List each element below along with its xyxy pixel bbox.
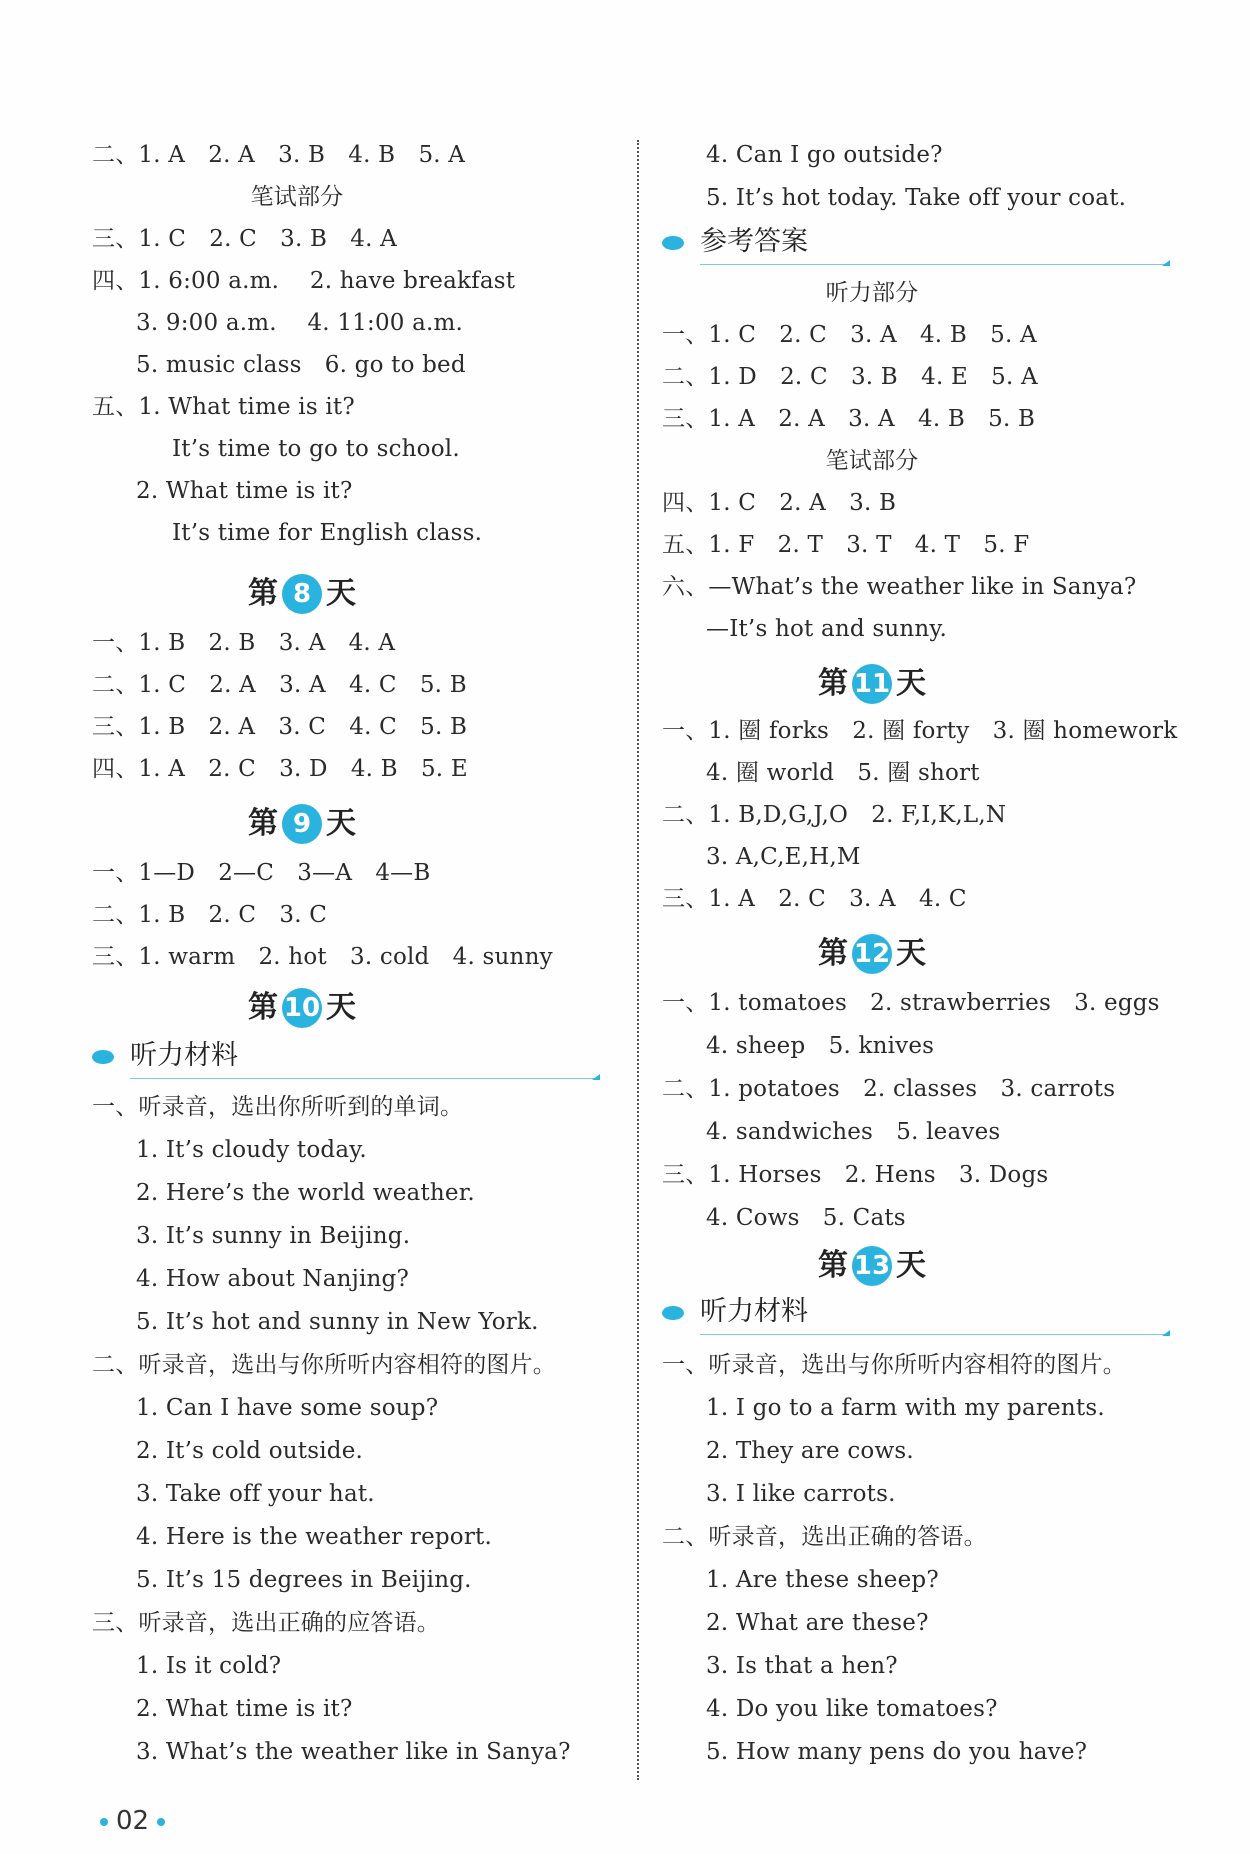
answer-line: 二、1. D 2. C 3. B 4. E 5. A [662, 364, 1038, 390]
day-number-badge: 8 [282, 574, 322, 614]
script-line: 3. Take off your hat. [136, 1481, 375, 1507]
page-number: 02 [92, 1806, 173, 1836]
answer-line: 二、1. B 2. C 3. C [92, 902, 328, 928]
script-line: 5. How many pens do you have? [706, 1739, 1088, 1765]
dot-icon [100, 1818, 108, 1826]
answer-line: 二、1. C 2. A 3. A 4. C 5. B [92, 672, 467, 698]
section-title: 听力材料 [700, 1296, 808, 1327]
day-10-heading: 第 10 天 [92, 988, 512, 1028]
section-subtitle: 听力部分 [825, 280, 919, 306]
section-subtitle: 笔试部分 [825, 448, 919, 474]
answer-line: 三、1. C 2. C 3. B 4. A [92, 226, 397, 252]
answer-line: 五、1. F 2. T 3. T 4. T 5. F [662, 532, 1030, 558]
answer-line: —It’s hot and sunny. [706, 616, 948, 642]
answer-line: 一、1. B 2. B 3. A 4. A [92, 630, 396, 656]
question-line: 一、听录音，选出与你所听内容相符的图片。 [662, 1352, 1126, 1378]
answer-line: 4. Cows 5. Cats [706, 1205, 906, 1231]
question-line: 二、听录音，选出与你所听内容相符的图片。 [92, 1352, 556, 1378]
rule-tip-icon [592, 1074, 600, 1080]
answer-line: 一、1. 圈 forks 2. 圈 forty 3. 圈 homework [662, 718, 1178, 744]
answer-line: 一、1—D 2—C 3—A 4—B [92, 860, 431, 886]
section-title: 听力材料 [130, 1040, 238, 1071]
bullet-dot-icon [662, 1306, 684, 1320]
listening-material-section [662, 1294, 1168, 1334]
script-line: 4. Do you like tomatoes? [706, 1696, 998, 1722]
script-line: 5. It’s hot and sunny in New York. [136, 1309, 539, 1335]
script-line: 4. Can I go outside? [706, 142, 943, 168]
script-line: 2. Here’s the world weather. [136, 1180, 475, 1206]
answer-line: 一、1. C 2. C 3. A 4. B 5. A [662, 322, 1037, 348]
question-line: 三、听录音，选出正确的应答语。 [92, 1610, 440, 1636]
answer-line: 3. 9:00 a.m. 4. 11:00 a.m. [136, 310, 464, 336]
script-line: 2. It’s cold outside. [136, 1438, 364, 1464]
script-line: 3. It’s sunny in Beijing. [136, 1223, 411, 1249]
answer-line: 二、1. B,D,G,J,O 2. F,I,K,L,N [662, 802, 1007, 828]
answer-line: 三、1. B 2. A 3. C 4. C 5. B [92, 714, 468, 740]
answer-line: 三、1. warm 2. hot 3. cold 4. sunny [92, 944, 553, 970]
script-line: 2. What time is it? [136, 1696, 353, 1722]
answer-line: 四、1. 6:00 a.m. 2. have breakfast [92, 268, 516, 294]
answer-line: 三、1. A 2. C 3. A 4. C [662, 886, 967, 912]
day-number-badge: 11 [852, 664, 892, 704]
answer-line: 六、—What’s the weather like in Sanya? [662, 574, 1137, 600]
answer-line: 4. 圈 world 5. 圈 short [706, 760, 980, 786]
rule-tip-icon [1162, 260, 1170, 266]
answers-section [662, 224, 1168, 264]
script-line: 1. Is it cold? [136, 1653, 282, 1679]
day-number-badge: 10 [282, 988, 322, 1028]
answer-line: 二、1. potatoes 2. classes 3. carrots [662, 1076, 1116, 1102]
script-line: 3. Is that a hen? [706, 1653, 898, 1679]
day-9-heading: 第 9 天 [92, 804, 512, 844]
answer-line: 4. sandwiches 5. leaves [706, 1119, 1001, 1145]
day-13-heading: 第 13 天 [662, 1246, 1082, 1286]
script-line: 5. It’s 15 degrees in Beijing. [136, 1567, 472, 1593]
dot-icon [157, 1818, 165, 1826]
day-number-badge: 9 [282, 804, 322, 844]
answer-line: 五、1. What time is it? [92, 394, 355, 420]
bullet-dot-icon [92, 1050, 114, 1064]
column-divider [637, 140, 639, 1780]
answer-line: 5. music class 6. go to bed [136, 352, 466, 378]
answer-line: 四、1. A 2. C 3. D 4. B 5. E [92, 756, 468, 782]
script-line: 3. I like carrots. [706, 1481, 896, 1507]
day-8-heading: 第 8 天 [92, 574, 512, 614]
question-line: 二、听录音，选出正确的答语。 [662, 1524, 987, 1550]
section-rule [700, 1334, 1168, 1335]
rule-tip-icon [1162, 1330, 1170, 1336]
day-12-heading: 第 12 天 [662, 934, 1082, 974]
day-number-badge: 13 [852, 1246, 892, 1286]
section-subtitle: 笔试部分 [250, 184, 344, 210]
answer-line: 4. sheep 5. knives [706, 1033, 935, 1059]
answer-line: 四、1. C 2. A 3. B [662, 490, 897, 516]
answer-line: 三、1. A 2. A 3. A 4. B 5. B [662, 406, 1036, 432]
script-line: 5. It’s hot today. Take off your coat. [706, 185, 1127, 211]
question-line: 一、听录音，选出你所听到的单词。 [92, 1094, 464, 1120]
section-rule [700, 264, 1168, 265]
script-line: 1. Can I have some soup? [136, 1395, 439, 1421]
answer-line: 一、1. tomatoes 2. strawberries 3. eggs [662, 990, 1160, 1016]
day-number-badge: 12 [852, 934, 892, 974]
script-line: 1. Are these sheep? [706, 1567, 939, 1593]
answer-line: It’s time to go to school. [172, 436, 460, 462]
section-rule [130, 1078, 598, 1079]
script-line: 2. They are cows. [706, 1438, 914, 1464]
section-title: 参考答案 [700, 226, 808, 257]
answer-line: 3. A,C,E,H,M [706, 844, 861, 870]
script-line: 1. I go to a farm with my parents. [706, 1395, 1105, 1421]
bullet-dot-icon [662, 236, 684, 250]
script-line: 1. It’s cloudy today. [136, 1137, 367, 1163]
script-line: 4. How about Nanjing? [136, 1266, 410, 1292]
script-line: 2. What are these? [706, 1610, 929, 1636]
answer-line: 二、1. A 2. A 3. B 4. B 5. A [92, 142, 466, 168]
listening-material-section [92, 1038, 598, 1078]
day-11-heading: 第 11 天 [662, 664, 1082, 704]
answer-line: 2. What time is it? [136, 478, 353, 504]
script-line: 4. Here is the weather report. [136, 1524, 492, 1550]
answer-line: 三、1. Horses 2. Hens 3. Dogs [662, 1162, 1049, 1188]
answer-line: It’s time for English class. [172, 520, 483, 546]
script-line: 3. What’s the weather like in Sanya? [136, 1739, 571, 1765]
